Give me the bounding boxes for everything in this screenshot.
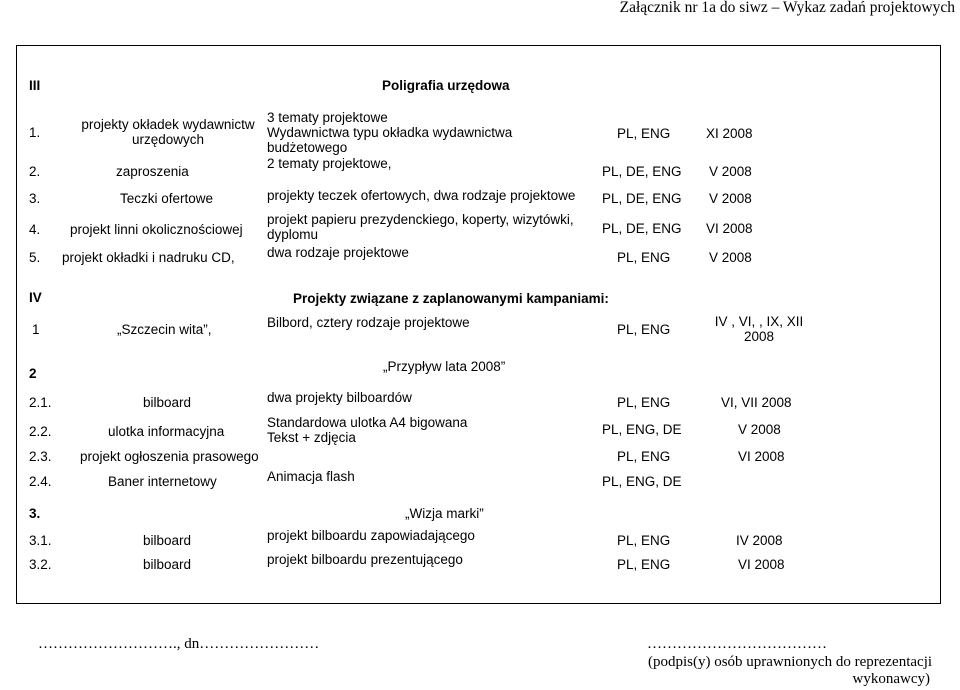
row-languages: PL, DE, ENG: [602, 164, 682, 179]
row-number: 2.: [29, 164, 41, 179]
campaign-title: „Przypływ lata 2008”: [383, 359, 506, 374]
campaign-title: „Wizja marki”: [405, 506, 484, 521]
row-deadline: VI 2008: [706, 221, 753, 236]
row-name: bilboard: [143, 533, 192, 548]
row-languages: PL, ENG: [617, 533, 671, 548]
section-title: Poligrafia urzędowa: [382, 78, 510, 93]
row-number: 3.1.: [29, 533, 52, 548]
section-title: Projekty związane z zaplanowanymi kampaniami:: [293, 291, 609, 306]
row-languages: PL, ENG, DE: [602, 422, 682, 437]
row-description: Standardowa ulotka A4 bigowana Tekst + zdjęcia: [267, 415, 468, 445]
row-name: „Szczecin wita”,: [117, 322, 212, 337]
row-languages: PL, ENG: [617, 557, 671, 572]
row-number: 5.: [29, 250, 41, 265]
row-description: projekt bilboardu prezentującego: [267, 552, 463, 567]
row-languages: PL, ENG: [617, 322, 671, 337]
row-name: ulotka informacyjna: [108, 424, 225, 439]
row-deadline: VI, VII 2008: [721, 395, 792, 410]
row-languages: PL, DE, ENG: [602, 221, 682, 236]
row-description: 3 tematy projektowe Wydawnictwa typu okładka wydawnictwa budżetowego: [267, 110, 513, 155]
row-languages: PL, ENG: [617, 126, 671, 141]
row-languages: PL, ENG: [617, 449, 671, 464]
row-number: 3.: [29, 191, 41, 206]
place-and-date-line: ………………………., dn……………………: [38, 636, 320, 652]
row-description: projekt bilboardu zapowiadającego: [267, 528, 475, 543]
row-number: 4.: [29, 222, 41, 237]
row-languages: PL, ENG: [617, 395, 671, 410]
row-deadline: VI 2008: [738, 449, 785, 464]
row-number: 1: [32, 322, 40, 337]
row-name: Teczki ofertowe: [120, 191, 214, 206]
section-number: IV: [29, 290, 42, 305]
row-deadline: IV 2008: [736, 533, 783, 548]
row-languages: PL, DE, ENG: [602, 191, 682, 206]
row-description: dwa projekty bilboardów: [267, 390, 412, 405]
row-deadline: V 2008: [709, 250, 752, 265]
document-header: Załącznik nr 1a do siwz – Wykaz zadań projektowych: [619, 0, 955, 16]
row-deadline: V 2008: [709, 164, 752, 179]
section-number: III: [29, 78, 41, 93]
row-name: projekt ogłoszenia prasowego: [80, 449, 259, 464]
campaign-number: 2: [29, 366, 37, 381]
row-number: 2.3.: [29, 449, 52, 464]
row-name: projekt okładki i nadruku CD,: [62, 250, 235, 265]
row-description: projekty teczek ofertowych, dwa rodzaje projektowe: [267, 188, 576, 203]
row-number: 2.1.: [29, 395, 52, 410]
row-name: Baner internetowy: [108, 474, 217, 489]
row-deadline: VI 2008: [738, 557, 785, 572]
row-name: zaproszenia: [116, 164, 189, 179]
signature-line: ………………………………: [647, 636, 827, 652]
row-name: projekt linni okolicznościowej: [70, 222, 243, 237]
row-deadline: IV , VI, , IX, XII 2008: [714, 314, 804, 344]
row-name: projekty okładek wydawnictw urzędowych: [81, 117, 255, 147]
row-description: Bilbord, cztery rodzaje projektowe: [267, 315, 470, 330]
signature-label: (podpis(y) osób uprawnionych do reprezentacji wykonawcy): [647, 654, 933, 687]
row-number: 1.: [29, 125, 41, 140]
row-deadline: XI 2008: [706, 126, 753, 141]
row-description: 2 tematy projektowe,: [267, 156, 392, 171]
row-description: dwa rodzaje projektowe: [267, 245, 409, 260]
row-description: Animacja flash: [267, 469, 355, 484]
row-name: bilboard: [143, 395, 192, 410]
row-number: 3.2.: [29, 557, 52, 572]
row-number: 2.2.: [29, 424, 52, 439]
row-deadline: V 2008: [709, 191, 752, 206]
row-languages: PL, ENG: [617, 250, 671, 265]
row-number: 2.4.: [29, 474, 52, 489]
row-deadline: V 2008: [738, 422, 781, 437]
row-description: projekt papieru prezydenckiego, koperty, wizytówki, dyplomu: [267, 212, 574, 242]
row-name: bilboard: [143, 557, 192, 572]
campaign-number: 3.: [29, 506, 41, 521]
row-languages: PL, ENG, DE: [602, 474, 682, 489]
